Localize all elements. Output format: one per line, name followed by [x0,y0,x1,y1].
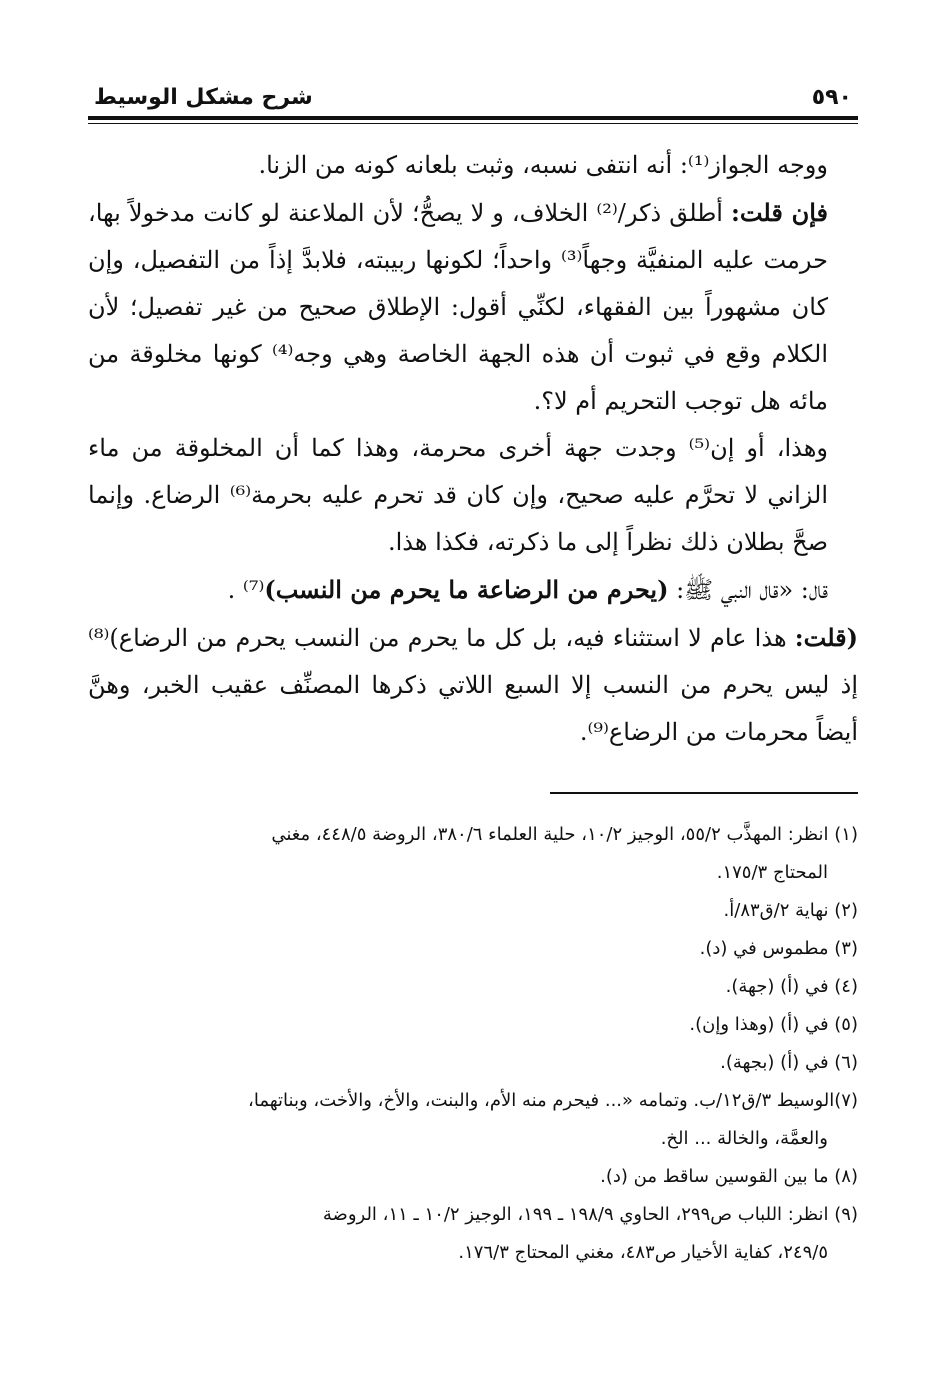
footnotes [88,816,858,1272]
main-text [88,142,858,756]
paragraph-5 [88,614,858,756]
paragraph-4 [88,566,858,614]
paragraph-3: وهذا، أو إن⁽⁵⁾ وجدت جهة أخرى محرمة، وهذا كما أن المخلوقة من ماء الزاني لا تحرَّم عليه صحيح، وإن كان قد تحرم عليه بحرمة⁽⁶⁾ الرضاع. وإنما صحَّ بطلان ذلك نظراً إلى ما ذكرته، فكذا هذا. [88,434,829,556]
paragraph-2 [88,189,858,425]
paragraph-4-tail: ⁽⁷⁾ . [227,576,265,604]
footnote-7-cont: والعمَّة، والخالة ... الخ. [660,1127,828,1149]
header-rule-thick [88,116,858,120]
footnote-1-cont: المحتاج ١٧٥/٣. [716,861,828,883]
footnote-9: (٩) انظر: اللباب ص٢٩٩، الحاوي ١٩٨/٩ ـ ١٩٩، الوجيز ١٠/٢ ـ ١١، الروضة [322,1203,858,1225]
running-title: شرح مشكل الوسيط [94,85,313,110]
footnote-separator [550,792,858,794]
footnote-2: (٢) نهاية ٢/ق٨٣/أ. [723,899,858,921]
footnote-8: (٨) ما بين القوسين ساقط من (د). [600,1165,858,1187]
paragraph-4-lead: قال: «قال النبي ﷺ: [668,576,828,604]
paragraph-5-lead: (قلت: [794,623,858,652]
book-page [88,72,858,1272]
footnote-9-cont: ٢٤٩/٥، كفاية الأخيار ص٤٨٣، مغني المحتاج ١٧٦/٣. [458,1241,828,1263]
footnote-5: (٥) في (أ) (وهذا وإن). [689,1013,858,1035]
paragraph-1: ووجه الجواز⁽¹⁾: أنه انتفى نسبه، وثبت بلعانه كونه من الزنا. [258,151,828,179]
paragraph-2-text: أطلق ذكر/⁽²⁾ الخلاف، و لا يصحُّ؛ لأن الملاعنة لو كانت مدخولاً بها، حرمت عليه المنفيَّة وجهاً⁽³⁾ واحداً؛ لكونها ربيبته، فلابدَّ إذاً من التفصيل، وإن كان مشهوراً بين الفقهاء، لكنِّي أقول: الإطلاق صحيح من غير تفصيل؛ لأن الكلام وقع في ثبوت أن هذه الجهة الخاصة وهي وجه⁽⁴⁾ كونها مخلوقة من مائه هل توجب التحريم أم لا؟. [88,199,828,415]
running-header [88,72,858,110]
footnote-3: (٣) مطموس في (د). [699,937,858,959]
hadith-quote: (يحرم من الرضاعة ما يحرم من النسب) [264,575,669,604]
paragraph-2-lead: فإن قلت: [731,198,829,227]
footnote-1: (١) انظر: المهذَّب ٥٥/٢، الوجيز ١٠/٢، حلية العلماء ٣٨٠/٦، الروضة ٤٤٨/٥، مغني [271,823,858,845]
paragraph-5-text: هذا عام لا استثناء فيه، بل كل ما يحرم من النسب يحرم من الرضاع)⁽⁸⁾ إذ ليس يحرم من النسب إلا السبع اللاتي ذكرها المصنِّف عقيب الخبر، وهنَّ أيضاً محرمات من الرضاع⁽⁹⁾. [88,624,858,746]
page-number: ٥٩٠ [811,85,852,110]
footnote-6: (٦) في (أ) (بجهة). [720,1051,858,1073]
header-rule-thin [88,123,858,124]
footnote-7: (٧)الوسيط ٣/ق١٢/ب. وتمامه «... فيحرم منه الأم، والبنت، والأخ، والأخت، وبناتهما، [248,1089,858,1111]
footnote-4: (٤) في (أ) (جهة). [725,975,858,997]
